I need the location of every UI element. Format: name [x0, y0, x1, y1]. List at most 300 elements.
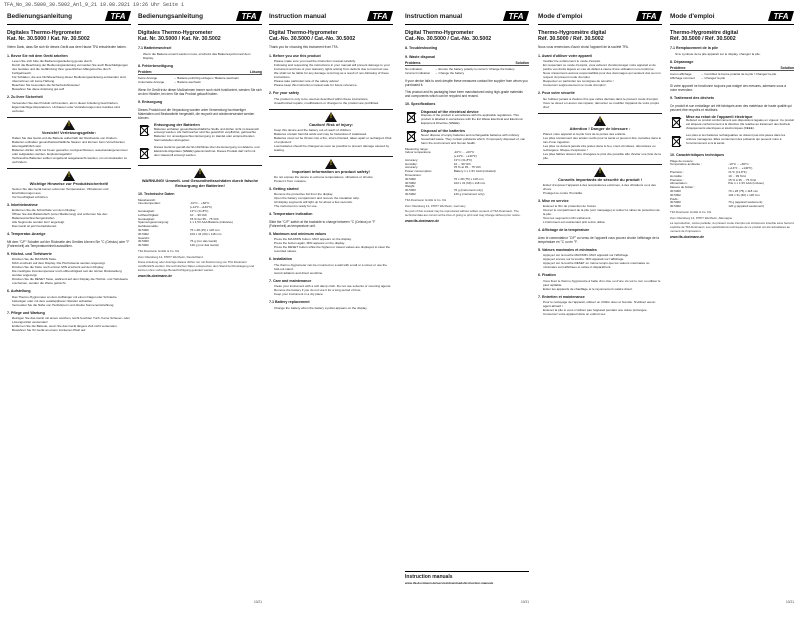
spec-value: 10 ... 99 %rH — [728, 173, 746, 178]
problem-cell: Keine Anzeige — [138, 76, 158, 81]
spec-label: Humidity: — [405, 161, 418, 166]
spec-label: Accuracy: — [405, 165, 419, 170]
bullet-item: • Keep your instrument in a dry place. — [274, 292, 393, 296]
bullet-item: • Vous fixez le thermo-hygromètre à l'aide d'un clou ou d'une vis sur le mur ou utiliser le pied repliable. — [543, 279, 662, 287]
spec-label: Innentemperatur: — [138, 201, 161, 206]
disposal-device-title: Mise au rebut de l'appareil électrique — [686, 114, 753, 119]
disposal-device-body — [421, 110, 529, 126]
section-heading: 6. Aufstellung — [7, 289, 31, 294]
troubleshooting-rows — [405, 68, 529, 76]
bullet-item: • Enlevez la pile si vous n'utilisez pas l'appareil pendant une durée prolongée. — [543, 308, 662, 312]
section-heading: 2. Zu Ihrer Sicherheit — [7, 95, 43, 99]
bullet-item: • Si le symbole de la pile apparaît sur le display, changez la pile. — [675, 52, 794, 56]
product-title: Digitales Thermo-Hygrometer — [7, 30, 82, 36]
bullet-item: • Please keep this instruction manual safe for future reference. — [274, 83, 393, 87]
bullet-item: • Evitez d'exposer l'appareil à des températures extrêmes, à des vibrations ou à des chocs. — [543, 183, 662, 191]
spec-label: 30.5002 — [138, 231, 149, 236]
bullet-item: • Respectez en particulier les consignes de sécurité ! — [543, 79, 662, 83]
spec-table — [405, 148, 529, 197]
spec-value: 103 x 31 (60) x 118 mm — [453, 180, 486, 185]
section-heading: 1. Before you use this product — [269, 53, 321, 58]
page-column-1 — [7, 8, 131, 604]
bullet-item: • Open the battery compartment and remove the insulation strip. — [274, 196, 393, 200]
spec-label: Précision : — [670, 177, 685, 182]
bullet-list — [7, 257, 131, 285]
injury-warning-text: Vorsicht! Verletzungsgefahr: — [41, 129, 97, 135]
bullet-list — [670, 52, 794, 56]
spec-value: 103 x 31 (60) x 118 mm — [728, 192, 760, 197]
spec-value: 1 x 1,5V AAA Batterie (inklusive) — [189, 220, 233, 225]
th-problem: Problem — [138, 70, 152, 75]
bullet-item: • Vermeiden Sie die Nähe von Heizkörpern und direkte Sonneneinstrahlung. — [12, 303, 131, 307]
bullet-item: • Drücken Sie die MAX/MIN Taste. — [12, 257, 131, 261]
bullet-item: • Placez votre appareil et la pile hors de la portée des enfants. — [543, 132, 662, 136]
spec-value: ±1°C (±1,8°F) — [453, 157, 473, 162]
solution-cell: → Ensure the battery polarity is correct / Change the battery — [434, 67, 515, 72]
bullet-item: • Avoid radiators and direct sunshine. — [274, 271, 393, 275]
bullet-list — [538, 59, 662, 87]
spec-label: 30.5000 — [670, 200, 681, 205]
bullet-list — [269, 192, 393, 208]
svg-text:TFA: TFA — [372, 12, 388, 21]
disposal-device-text: Rebutez ce produit conformément aux dispositions légales en vigueur. Ce produit est étiqueté conformément à la directive UE relative au traitement des déchets d'équipements électriques et électroniques (DEEE). — [686, 118, 794, 131]
bullet-list — [7, 208, 131, 228]
bullet-item: • Change the battery when the battery symbol appears on the display. — [274, 306, 393, 310]
bullet-item: • Enlevez le film de protection de l'écran. — [543, 204, 662, 208]
bullet-item: • Nous n'assumons aucune responsabilité pour des dommages qui seraient dus au non respect du présent mode d'emploi. — [543, 71, 662, 79]
spec-value: 76 x 28 (75) x 118 mm — [728, 189, 759, 194]
warning-mark: ! — [599, 168, 601, 175]
injury-warning-text: WARNUNG! Umwelt- und Gesundheitsschäden durch falsche Entsorgung der Batterien! — [141, 178, 259, 189]
bullet-item: • Batteries must not be thrown into a fire, short-circuited, taken apart or recharged. Risk of explosion! — [274, 136, 393, 144]
manual-language-heading: Instruction manual — [269, 13, 327, 20]
bullet-item: • Appuyez sur la touche RESET en même temps que les valeurs maximales ou minimales sont affichées et celles-ci disparaîtront. — [543, 261, 662, 269]
disposal-device — [138, 123, 262, 143]
bullet-item: • The thermo-hygrometer can be mounted on a wall with a nail or a screw or use the fold-out stand. — [274, 263, 393, 271]
section-heading: 2. Pour votre sécurité — [538, 91, 575, 95]
svg-text:TFA: TFA — [508, 12, 524, 21]
bullet-item: • Reinigen Sie das Gerät mit einem weichen, leicht feuchten Tuch. Keine Scheuer- oder Lösungsmittel verwenden! — [12, 316, 131, 324]
spec-table — [138, 199, 262, 248]
bullet-item: • We shall not be liable for any damage occurring as a result of non-following of these instructions. — [274, 71, 393, 79]
warning-icon — [63, 120, 75, 130]
spec-value: (+14°F...+140°F) — [189, 205, 213, 210]
spec-value: -10°C ... +60°C — [728, 162, 749, 167]
spec-label: 30.5002 — [670, 204, 681, 209]
svg-text:TFA: TFA — [110, 12, 126, 21]
bullet-item: • Ouvrez le compartiment de la pile (voir marquage) et retirez la ruban de protection de la pile. — [543, 208, 662, 216]
spec-label: 30.5002 — [138, 243, 149, 248]
warning-mark: ! — [599, 117, 601, 124]
tfa-logo — [105, 10, 131, 22]
paragraph: Slide the "C/F" switch at the backside to change between °C (Celsius) or °F (Fahrenheit) as temperature unit. — [269, 219, 376, 228]
spec-value: 10 ... 99 %rh — [453, 161, 471, 166]
paragraph: Dieses Produkt und die Verpackung wurden unter Verwendung hochwertiger Materialien und Bestandteile hergestellt, die recycelt und wiederverwendet werden können. — [138, 107, 255, 120]
injury-warning — [7, 117, 131, 135]
product-safety-warning — [7, 168, 131, 186]
company-name: TFA Dostmann GmbH & Co. KG — [138, 249, 180, 254]
bullet-item: • Pour le nettoyage de l'appareil, utilisez un chiffon doux et humide. N'utilisez aucun agent abrasif ! — [543, 300, 662, 308]
spec-label: Weight: — [405, 184, 416, 189]
warning-mark: ! — [68, 121, 70, 128]
spec-label: Power consumption: — [405, 169, 433, 174]
page-column-3 — [269, 8, 393, 604]
section-heading: 10. Specifications — [405, 102, 436, 107]
bullet-item: • Vous ne devez en aucun cas réparer, démonter ou modifier l'appareil de votre propre chef. — [543, 101, 662, 109]
svg-text:TFA: TFA — [241, 12, 257, 21]
product-title: Thermo-Hygromètre digital — [538, 30, 606, 36]
disposal-device-text: Dispose of the product in accordance with the applicable regulations. This product is labelled in accordance with the EU Waste Electrical and Electronic Equipment Directive (WEEE). — [421, 113, 523, 126]
bullet-item: • Les piles contiennent des acides nocifs pour la santé et peuvent être mortelles dans le cas d'une ingestion. — [543, 136, 662, 144]
th-solution: Solution — [515, 61, 529, 66]
bullet-item: • Unauthorized repairs, modifications or changes to the product are prohibited. — [274, 101, 393, 105]
bullet-item: • Drücken Sie die Taste noch einmal. MIN erscheint auf dem Display. — [12, 265, 131, 269]
bullet-item: • Setzen Sie das Gerät keinen extremen Temperaturen, Vibrationen und Erschütterungen aus. — [12, 187, 131, 195]
spec-label: 30.5000 — [138, 239, 149, 244]
bullet-item: • Remove the battery if you do not use it for a long period of time. — [274, 288, 393, 292]
spec-value: 76 g (appareil seulement) — [728, 200, 763, 205]
section-heading: 5. Maximum and minimum values — [269, 231, 327, 236]
section-heading: 9. Entsorgung — [138, 100, 163, 105]
manuals-download-box — [405, 571, 529, 585]
spec-label: Spannungsversorgung: — [138, 220, 170, 225]
section-heading: 10. Technische Daten — [138, 192, 175, 197]
troubleshooting-header — [670, 66, 794, 71]
bullet-list — [269, 306, 393, 310]
page-column-4 — [405, 8, 529, 604]
paragraph: This product and its packaging have been manufactured using high-grade materials and components which can be recycled and reused. — [405, 90, 523, 99]
section-heading: 9. Waste disposal — [405, 54, 436, 59]
bullet-item: • Beachten Sie besonders die Sicherheitshinweise! — [12, 83, 131, 87]
spec-value: ±1°C (±1,8°F) — [728, 170, 747, 175]
bullet-item: • Appuyez encore sur la touche. MIN apparaît sur l'affichage. — [543, 257, 662, 261]
troubleshooting-row — [405, 72, 529, 76]
website-url: www.tfa-dostmann.de — [670, 234, 705, 239]
spec-label: 30.5000 — [670, 189, 681, 194]
warning-icon — [194, 168, 206, 178]
spec-label: Température ambiante : — [670, 162, 702, 167]
troubleshooting-header — [138, 70, 262, 75]
section-heading: 4. Temperatur-Anzeige — [7, 232, 46, 236]
spec-label: Plage de mesure : — [670, 158, 695, 163]
spec-value: 76 x 28 (15) x 118 mm — [189, 228, 220, 233]
spec-value: ±1°C (±1,8°F) — [189, 209, 209, 214]
bullet-list — [7, 295, 131, 307]
solution-cell: → Change the battery — [434, 71, 465, 76]
bullet-list — [269, 128, 393, 152]
th-solution: Solution — [780, 66, 794, 71]
bullet-item: • Press the button again. MIN appears on the display. — [274, 241, 393, 245]
paragraph: Ce produit et son emballage ont été fabriqués avec des matériaux de haute qualité qui peuvent être recyclés et réutilisés. — [670, 103, 792, 112]
disposal-device — [405, 110, 529, 126]
bullet-item: • Öffnen Sie das Batteriefach (unter Markierung) und entfernen Sie den Batterieunterbrechungsstreifen. — [12, 212, 131, 220]
manuals-title: Instruction manuals — [405, 574, 453, 580]
spec-value: Pile 1 x 1,5V AAA (incluse) — [728, 181, 764, 186]
disposal-device-title: Entsorgung der Batterien — [154, 122, 200, 127]
disposal-batteries-body — [421, 129, 529, 145]
troubleshooting-rows — [670, 73, 794, 81]
troubleshooting-table — [138, 70, 262, 85]
disposal-batteries — [138, 146, 262, 161]
bullet-list — [7, 136, 131, 164]
print-date: 10/21 — [254, 600, 262, 604]
website-url: www.tfa-dostmann.de — [138, 273, 173, 278]
print-date: 10/21 — [521, 600, 529, 604]
troubleshooting-rows — [138, 77, 262, 85]
section-heading: 4. Affichage de la température — [538, 228, 590, 232]
tfa-logo — [367, 10, 393, 22]
intro-text: Nous vous remercions d'avoir choisi l'appareil de la société TFA. — [538, 45, 629, 50]
warning-mark: ! — [330, 160, 332, 167]
bullet-item: • Please take particular note of the safety advice! — [274, 79, 393, 83]
disposal-batteries-text: Dieses Gerät ist gemäß der EU-Richtlinie über die Entsorgung von Elektro- und Elektronik-Altgeräten (WEEE) gekennzeichnet. Dieses Produkt darf nicht mit dem Hausmüll entsorgt werden. — [154, 145, 260, 157]
section-heading: 6. Fixation — [538, 273, 556, 278]
bullet-item: • Das Thermo-Hygrometer an dem Aufhänger mit einem Nagel oder Schraube befestigen oder mit dem ausklappbaren Ständer aufstellen. — [12, 295, 131, 303]
bullet-item: • Eviter les appareils de chauffage et le rayonnement solaire direct. — [543, 287, 662, 291]
troubleshooting-header — [405, 61, 529, 66]
spec-label: Accuracy: — [405, 157, 419, 162]
warning-icon — [63, 171, 75, 181]
spec-value: 10 ... 99 %rF — [189, 212, 208, 217]
crossed-bin-icon — [405, 129, 418, 144]
tfa-logo — [503, 10, 529, 22]
company-address: Zum Ottersberg 12, 97877 Wertheim, Deutschland — [138, 254, 203, 259]
manual-language-heading: Bedienungsanleitung — [138, 13, 203, 20]
catalog-number: Cat.-No. 30.5000 / Cat.-No. 30.5002 — [269, 36, 356, 43]
section-heading: 5. Höchst- und Tiefstwerte — [7, 251, 52, 256]
bullet-item: • Durch die Beachtung der Bedienungsanleitung vermeiden Sie auch Beschädigungen des Gerätes und die Gefährdung Ihrer gesetzlichen Mängelrechte durch Fehlgebrauch. — [12, 63, 131, 75]
tfa-logo — [236, 10, 262, 22]
section-heading: 3. Getting started — [269, 186, 299, 191]
column-header — [405, 8, 529, 25]
bullet-item: • Verwenden Sie das Produkt nicht anders, als in dieser Anleitung beschrieben. — [12, 101, 131, 105]
spec-label: 30.5000 — [405, 188, 416, 193]
product-safety-warning-text: Conseils importants de sécurité du produit ! — [557, 176, 642, 182]
bullet-item: • Clean your instrument with a soft damp cloth. Do not use solvents or scouring agents. — [274, 284, 393, 288]
bullet-item: • Alle Segmente werden kurz angezeigt. — [12, 220, 131, 224]
section-heading: 4. Temperature indication — [269, 212, 313, 216]
bullet-list — [269, 175, 393, 183]
column-header — [269, 8, 393, 25]
injury-warning-text: Attention ! Danger de blessure : — [569, 125, 631, 131]
product-title: Digital Thermo-Hygrometer — [405, 30, 474, 36]
warning-mark: ! — [330, 113, 332, 120]
bullet-item: • Protect it from moisture. — [274, 179, 393, 183]
section-heading: 8. Troubleshooting — [405, 46, 438, 51]
bullet-list — [538, 204, 662, 224]
section-heading: 7. Entretien et maintenance — [538, 294, 585, 299]
warning-mark: ! — [199, 170, 201, 177]
crossed-bin-icon — [670, 115, 683, 130]
spec-value: 76 g (instrument only) — [453, 188, 483, 193]
section-heading: 9. Traitement des déchets — [670, 96, 714, 101]
paragraph: Mit dem "C/F" Schalter auf der Rückseite des Gerätes können Sie °C (Celsius) oder °F (Fahrenheit) als Temperatureinheit auswählen. — [7, 239, 130, 248]
bullet-item: • Lesen Sie sich bitte die Bedienungsanleitung genau durch. — [12, 59, 131, 63]
catalog-number: Kat. Nr. 30.5000 / Kat. Nr. 30.5002 — [7, 36, 90, 43]
spec-label: 30.5000 — [405, 176, 416, 181]
bullet-item: • En respectant ce mode d'emploi, vous éviterez d'endommager votre appareil et de perdre vos droits légaux en cas de défaut à cause d'une utilisation non-conforme. — [543, 63, 662, 71]
section-heading: 1. Bevor Sie mit dem Gerät arbeiten — [7, 53, 68, 58]
spec-row — [405, 193, 529, 197]
disposal-device — [670, 115, 794, 131]
crossed-bin-icon — [405, 110, 418, 125]
warning-icon — [594, 116, 606, 126]
company-name: TFA Dostmann GmbH & Co. KG — [670, 210, 712, 215]
legal-notice: La reproduction, même partielle, du présent mode d'emploi est strictement interdite sans l'accord explicite de TFA Dostmann. Les spécifications techniques de ce produit ont été actualisées au moment de l'impression. — [670, 221, 794, 233]
section-heading: 7. Care and maintenance — [269, 278, 312, 283]
bullet-item: • Verbrauchte Batterien sollten umgehend ausgetauscht werden, um ein Auslaufen zu verhindern. — [12, 156, 131, 164]
spec-label: Measuring range: — [405, 146, 429, 151]
th-problem: Problems — [405, 61, 421, 66]
bullet-item: • Entfernen Sie die Schutzfolie von dem Display. — [12, 208, 131, 212]
file-header: TFA_No_30.5000_30.5002_Anl_9_21 19.08.2021 19:26 Uhr Seite 1 — [4, 2, 185, 8]
column-header — [538, 8, 662, 25]
bullet-item: • Bewahren Sie Ihr Gerät an einem trockenen Platz auf. — [12, 328, 131, 332]
catalog-number: Réf. 30.5000 / Réf. 30.5002 — [670, 36, 736, 43]
bullet-item: • Do not expose the device to extreme temperatures, vibrations or shocks. — [274, 175, 393, 179]
bullet-list — [138, 52, 262, 60]
bullet-item: • Tous les segments LCD s'allument. — [543, 216, 662, 220]
disposal-batteries-body — [686, 134, 794, 146]
injury-warning — [138, 165, 262, 188]
spec-value: 76 g (nur das Gerät) — [189, 239, 217, 244]
manual-language-heading: Mode d'emploi — [538, 13, 583, 20]
bullet-item: • Please make sure you read the instruction manual carefully. — [274, 59, 393, 63]
section-heading: 7. Pflege und Wartung — [7, 310, 45, 315]
bullet-list — [269, 97, 393, 105]
bullet-item: • Conservez votre appareil dans un endroit sec. — [543, 312, 662, 316]
bullet-list — [538, 300, 662, 316]
crossed-bin-icon — [138, 123, 151, 138]
bullet-item: • Conservez soigneusement ce mode d'emploi ! — [543, 83, 662, 87]
bullet-item: • Remove the protective foil from the display. — [274, 192, 393, 196]
bullet-item: • Das Gerät ist jetzt betriebsbereit. — [12, 224, 131, 228]
warning-icon — [325, 159, 337, 169]
solution-cell: → Batterie polrichtig einlegen / Batterie wechseln — [173, 76, 239, 81]
disposal-batteries-body — [154, 146, 262, 158]
spec-value: (+14°F... +140°F) — [453, 154, 477, 159]
warning-mark: ! — [68, 172, 70, 179]
spec-value: ±5 % bei 35... 75 %rF — [189, 216, 219, 221]
intro-text: Vielen Dank, dass Sie sich für dieses Gerät aus dem Hause TFA entschieden haben. — [7, 45, 127, 50]
spec-table — [670, 160, 794, 209]
product-title: Digitales Thermo-Hygrometer — [138, 30, 213, 36]
spec-label: Genauigkeit: — [138, 209, 155, 214]
section-heading: 10. Caractéristiques techniques — [670, 153, 725, 158]
section-heading: 6. Installation — [269, 257, 292, 262]
paragraph: Avec le commutateur "C/F" au verso de l'appareil vous pouvez choisir l'affichage de la température en °C ou en °F. — [538, 235, 660, 244]
disposal-device-title: Disposal of the electrical device — [421, 109, 479, 114]
spec-value: -10°C... +60°C — [189, 201, 210, 206]
solution-cell: → Changez la pile — [700, 76, 726, 81]
bullet-list — [538, 97, 662, 109]
problem-cell: No indication — [405, 67, 423, 72]
spec-row — [670, 205, 794, 209]
catalog-number: Réf. 30.5000 / Réf. 30.5002 — [538, 36, 604, 43]
column-header — [138, 8, 262, 25]
bullet-item: • Protégez-le contre l'humidité. — [543, 191, 662, 195]
section-heading: 8. Dépannage — [670, 59, 694, 64]
bullet-list — [269, 263, 393, 275]
crossed-bin-icon — [670, 134, 683, 149]
problem-cell: Unkorrekte Anzeige — [138, 80, 165, 85]
bullet-item: • Ne l'utilisez jamais à d'autres fins que celles décrites dans le présent mode d'emploi. — [543, 97, 662, 101]
bullet-list — [7, 101, 131, 113]
th-problem: Problème — [670, 66, 686, 71]
svg-text:TFA: TFA — [641, 12, 657, 21]
problem-cell: Aucun affichage — [670, 72, 692, 77]
print-date: 10/21 — [786, 600, 794, 604]
disposal-batteries-title: Disposal of the batteries — [421, 129, 466, 134]
disposal-device-body — [686, 115, 794, 131]
bullet-list — [269, 284, 393, 296]
spec-label: Gewicht: — [138, 235, 150, 240]
intro-text: Thank you for choosing this instrument from TFA. — [269, 45, 339, 50]
manual-language-heading: Mode d'emploi — [670, 13, 715, 20]
spec-value: 120 g (nur das Gerät) — [189, 243, 219, 248]
company-address: Zum Ottersberg 12, 97877 Wertheim, Germany — [405, 203, 466, 208]
page-column-5 — [538, 8, 662, 604]
spec-value: (+14°F ... +140°F) — [728, 166, 753, 171]
spec-label: Messbereich: — [138, 197, 156, 202]
spec-value: 103 x 31 (60) x 118 mm — [189, 231, 222, 236]
problem-cell: Affichage incorrect — [670, 76, 695, 81]
bullet-list — [538, 253, 662, 269]
bullet-item: • Low batteries should be changed as soon as possible to prevent damage caused by leaking. — [274, 144, 393, 152]
bullet-item: • Press the MAX/MIN button. MAX appears on the display. — [274, 237, 393, 241]
manuals-url: www.tfa-dostmann.de/service/downloads/instruction-manuals — [405, 581, 494, 585]
bullet-item: • The instrument is ready for use. — [274, 204, 393, 208]
bullet-item: • Halten Sie das Gerät und die Batterie außerhalb der Reichweite von Kindern. — [12, 136, 131, 140]
th-solution: Lösung — [249, 70, 262, 75]
spec-row — [138, 244, 262, 248]
catalog-number: Kat. Nr. 30.5000 / Kat. Nr. 30.5002 — [138, 36, 221, 43]
troubleshooting-row — [670, 77, 794, 81]
disposal-batteries — [670, 134, 794, 149]
spec-label: Poids : — [670, 196, 680, 201]
disposal-batteries-text: Never dispose of empty batteries and rechargeable batteries with ordinary household waste. They contain pollutants which, if improperly disposed of, can harm the environment and human health. — [421, 132, 526, 145]
section-heading: 3. Inbetriebnahme — [7, 202, 38, 207]
bullet-item: • Press the RESET button while the highest or lowest values are displayed to clear the recorded values. — [274, 245, 393, 253]
troubleshooting-table — [670, 66, 794, 81]
section-heading: 7.1 Batteriewechsel — [138, 46, 172, 51]
paragraph: Wenn Ihr Gerät trotz dieser Maßnahmen immer noch nicht funktioniert, wenden Sie sich an den Händler, bei dem Sie das Produkt gekauft haben. — [138, 88, 262, 97]
spec-value: 120 g (instrument only) — [453, 192, 485, 197]
product-safety-warning-text: Wichtige Hinweise zur Produktsicherheit! — [29, 180, 109, 186]
bullet-item: • Für Schäden, die aus Nichtbeachtung dieser Bedienungsanleitung entstanden sind, übernehmen wir keine Haftung. — [12, 75, 131, 83]
product-safety-warning-text: Important information on product safety! — [292, 168, 370, 174]
spec-value: 120 g (appareil seulement) — [728, 204, 764, 209]
bullet-item: • Bewahren Sie diese Anleitung gut auf! — [12, 87, 131, 91]
injury-warning — [538, 113, 662, 131]
spec-value: 76 x 28 (75) x 118 mm — [453, 176, 484, 181]
spec-label: Précision : — [670, 170, 685, 175]
tfa-logo — [768, 10, 794, 22]
product-title: Digital Thermo-Hygrometer — [269, 30, 338, 36]
disposal-device-text: Batterien enthalten gesundheitsschädliche Stoffe und dürfen nicht im Hausmüll entsorgt werden. Als Verbraucher sind Sie gesetzlich verpflichtet, gebrauchte Batterien zur umweltgerechten Entsorgung im Handel oder entsprechenden Sammelstellen abzugeben. — [154, 126, 259, 143]
section-heading: 5. Valeurs maximales et minimales — [538, 247, 597, 252]
spec-value: Battery 1 x 1.5V AAA (included) — [453, 169, 496, 174]
spec-label: Alimentation : — [670, 181, 689, 186]
tfa-logo — [636, 10, 662, 22]
website-url: www.tfa-dostmann.de — [405, 218, 440, 223]
spec-value: ±5 % at 35... 75 %rh — [453, 165, 481, 170]
bullet-item: • The product is only to be used as described within these instructions. — [274, 97, 393, 101]
page-column-2 — [138, 8, 262, 604]
bullet-item: • Vor Feuchtigkeit schützen. — [12, 195, 131, 199]
bullet-item: • Appuyez sur la touche MAX/MIN. MAX apparaît sur l'affichage. — [543, 253, 662, 257]
bullet-list — [7, 59, 131, 91]
